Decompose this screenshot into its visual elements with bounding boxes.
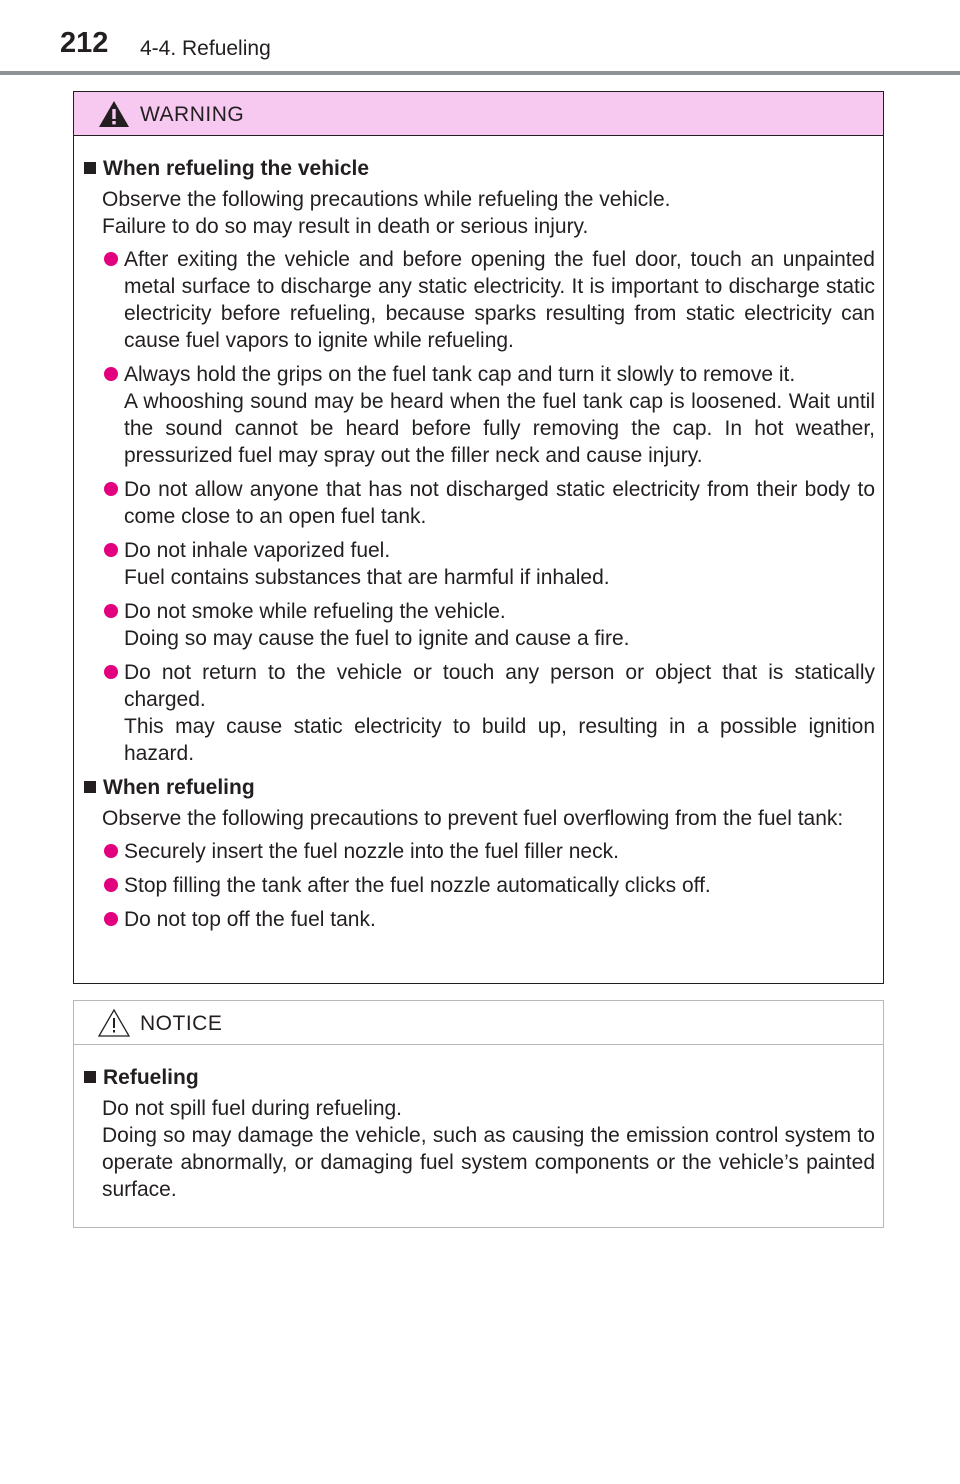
list-item: Do not smoke while refueling the vehicle. Doing so may cause the fuel to ignite and cause a fire. <box>82 598 875 652</box>
notice-header <box>74 1001 883 1045</box>
notice-triangle-icon <box>97 1008 131 1038</box>
warning-header <box>74 92 883 136</box>
square-bullet-icon <box>84 162 96 174</box>
list-item: Stop filling the tank after the fuel nozzle automatically clicks off. <box>82 872 875 899</box>
dot-bullet-icon <box>104 543 118 557</box>
list-item: Do not top off the fuel tank. <box>82 906 875 933</box>
list-item: Always hold the grips on the fuel tank cap and turn it slowly to remove it. A whooshing sound may be heard when the fuel tank cap is loosened. Wait until the sound cannot be heard before fully removing the cap. In hot weather, pressurized fuel may spray out the filler neck and cause injury. <box>82 361 875 469</box>
header-rule <box>0 71 960 75</box>
list-item: After exiting the vehicle and before opening the fuel door, touch an unpainted metal surface to discharge any static electricity. It is important to discharge static electricity before refueling, because sparks resulting from static electricity can cause fuel vapors to ignite while refueling. <box>82 246 875 354</box>
paragraph: Do not spill fuel during refueling. Doing so may damage the vehicle, such as causing the emission control system to operate abnormally, or damaging fuel system components or the vehicle’s painted surface. <box>102 1097 875 1201</box>
paragraph: Observe the following precautions while refueling the vehicle. Failure to do so may result in death or serious injury. <box>102 188 671 238</box>
list-item: Do not inhale vaporized fuel. Fuel contains substances that are harmful if inhaled. <box>82 537 875 591</box>
dot-bullet-icon <box>104 912 118 926</box>
notice-label: NOTICE <box>140 1012 223 1035</box>
notice-section <box>82 1064 875 1203</box>
section-heading: Refueling <box>82 1064 875 1091</box>
section-title: 4-4. Refueling <box>140 37 271 60</box>
square-bullet-icon <box>84 1071 96 1083</box>
warning-label: WARNING <box>140 103 245 126</box>
list-item: Securely insert the fuel nozzle into the fuel filler neck. <box>82 838 875 865</box>
dot-bullet-icon <box>104 878 118 892</box>
notice-body <box>74 1045 883 1203</box>
warning-triangle-icon <box>97 99 131 129</box>
square-bullet-icon <box>84 781 96 793</box>
warning-section <box>82 155 875 767</box>
page-header <box>0 0 960 76</box>
page-number: 212 <box>60 27 109 59</box>
dot-bullet-icon <box>104 844 118 858</box>
list-item: Do not return to the vehicle or touch any person or object that is statically charged. This may cause static electricity to build up, resulting in a possible ignition hazard. <box>82 659 875 767</box>
notice-box <box>73 1000 884 1228</box>
warning-body <box>74 136 883 933</box>
section-heading: When refueling the vehicle <box>82 155 875 182</box>
dot-bullet-icon <box>104 482 118 496</box>
section-heading: When refueling <box>82 774 875 801</box>
paragraph: Observe the following precautions to prevent fuel overflowing from the fuel tank: <box>102 807 844 830</box>
dot-bullet-icon <box>104 367 118 381</box>
dot-bullet-icon <box>104 252 118 266</box>
warning-section <box>82 774 875 933</box>
dot-bullet-icon <box>104 665 118 679</box>
warning-box <box>73 91 884 984</box>
dot-bullet-icon <box>104 604 118 618</box>
list-item: Do not allow anyone that has not discharged static electricity from their body to come close to an open fuel tank. <box>82 476 875 530</box>
